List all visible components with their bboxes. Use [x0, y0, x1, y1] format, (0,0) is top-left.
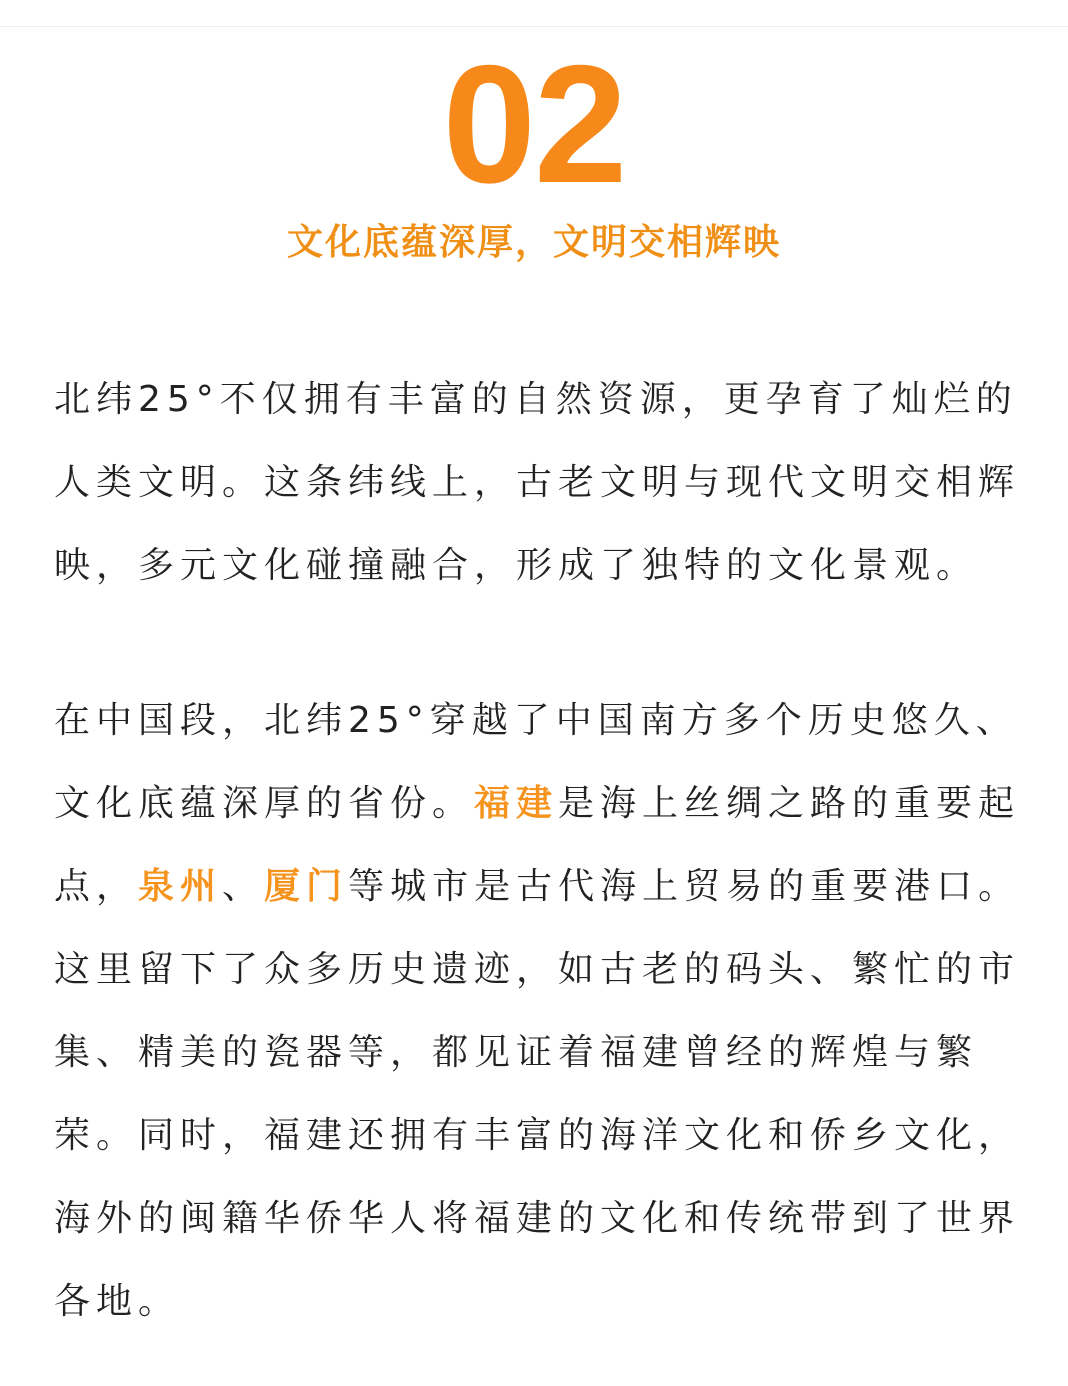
highlight-xiamen: 厦门	[264, 866, 349, 907]
highlight-quanzhou: 泉州	[138, 866, 223, 907]
paragraph-intro-text: 北纬25°不仅拥有丰富的自然资源，更孕育了灿烂的人类文明。这条纬线上，古老文明与现代文明交相辉映，多元文化碰撞融合，形成了独特的文化景观。	[54, 379, 1021, 586]
section-number: 02	[442, 30, 626, 218]
paragraph-fujian-text-1: 在中国段，北纬25°穿越了中国南方多个历史悠久、文化底蕴深厚的省份。	[54, 700, 1018, 824]
paragraph-fujian	[54, 679, 1024, 1343]
paragraph-fujian-separator: 、	[222, 866, 265, 907]
top-divider	[0, 26, 1068, 27]
highlight-fujian: 福建	[474, 783, 559, 824]
paragraph-intro	[54, 358, 1024, 607]
section-title: 文化底蕴深厚，文明交相辉映	[286, 222, 781, 263]
paragraph-fujian-text-3: 等城市是古代海上贸易的重要港口。这里留下了众多历史遗迹，如古老的码头、繁忙的市集、精美的瓷器等，都见证着福建曾经的辉煌与繁荣。同时，福建还拥有丰富的海洋文化和侨乡文化，海外的闽籍华侨华人将福建的文化和传统带到了世界各地。	[54, 866, 1021, 1322]
paragraph-fujian-text-2: 是海上丝绸之路的重要起点，	[54, 783, 1021, 907]
